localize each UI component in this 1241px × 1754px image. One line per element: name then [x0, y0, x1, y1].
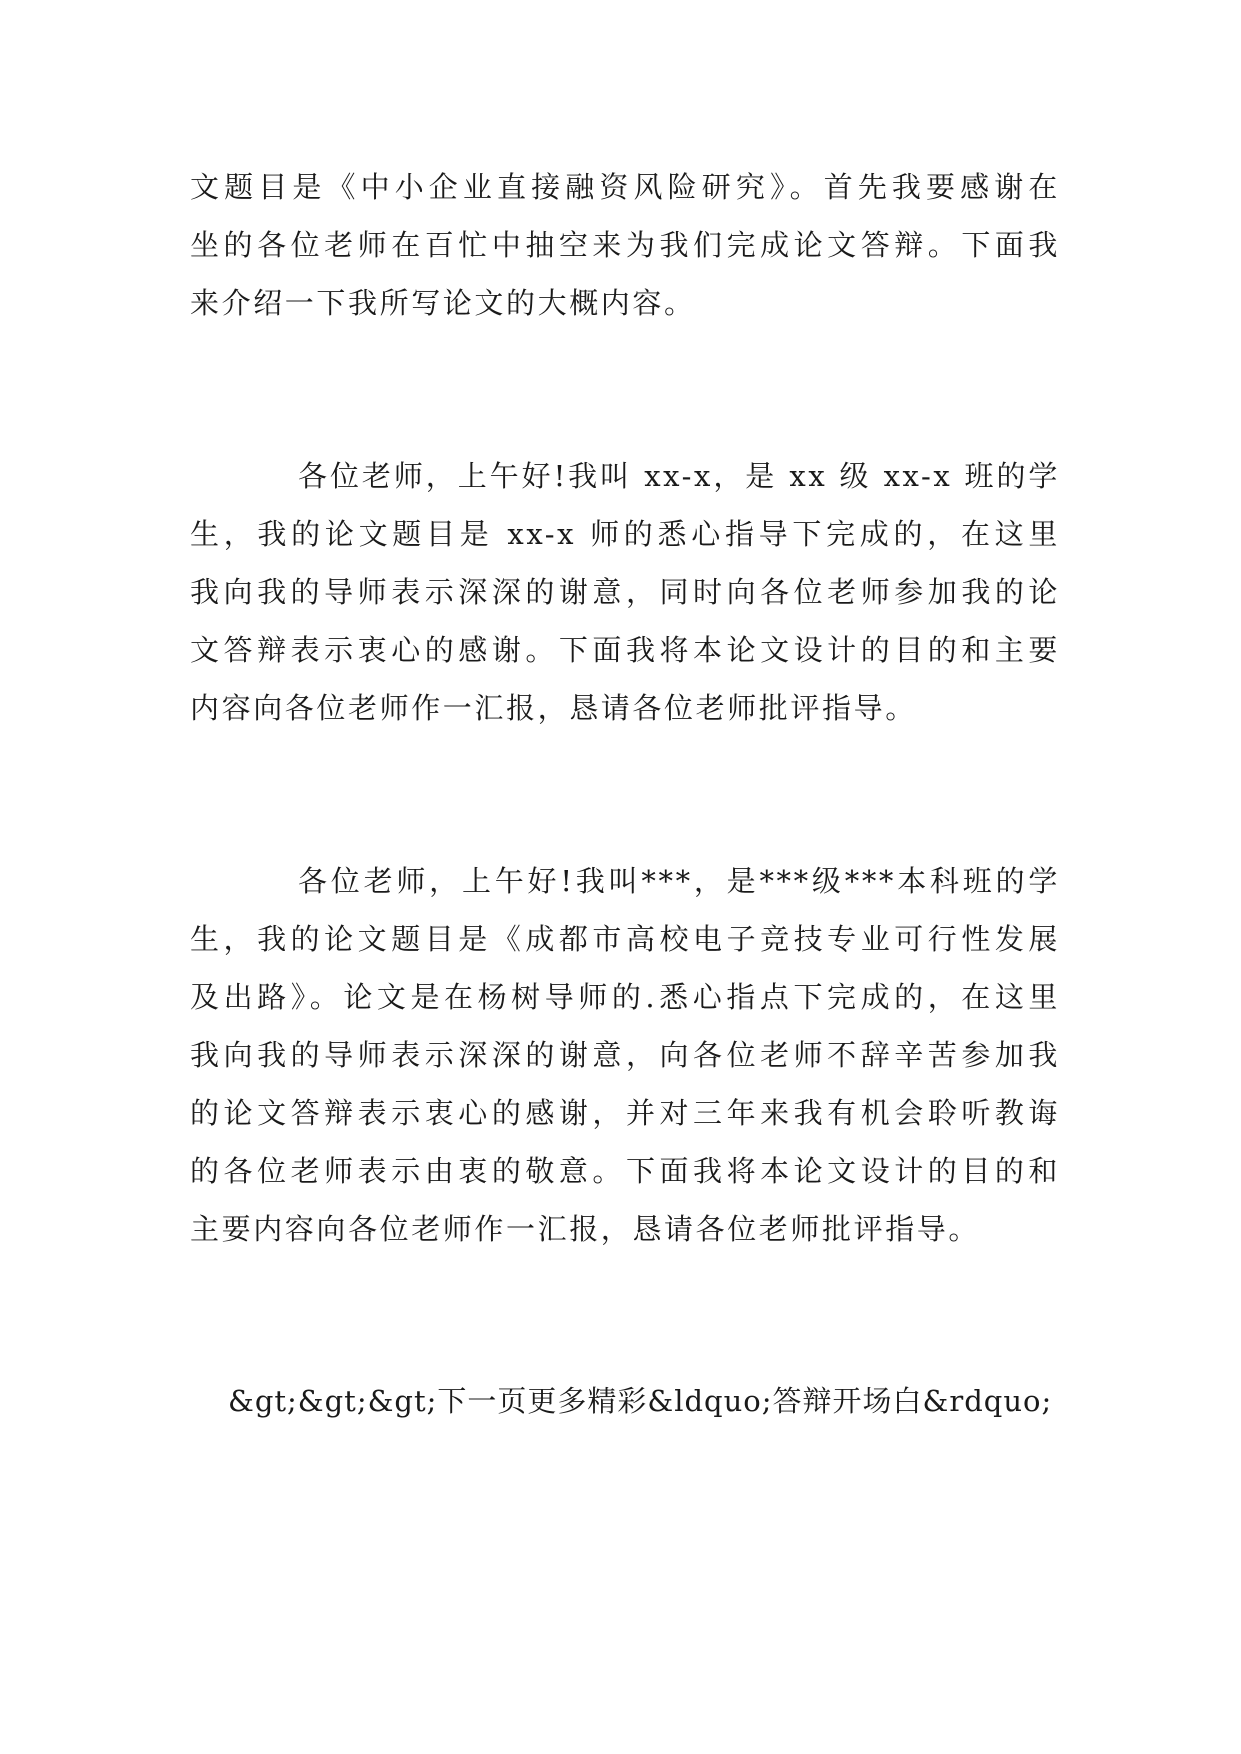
paragraph-3-line-2: 生，我的论文题目是《成都市高校电子竞技专业可行性发展 [190, 922, 1060, 956]
paragraph-2-line-3: 我向我的导师表示深深的谢意，同时向各位老师参加我的论 [190, 575, 1060, 609]
paragraph-3-line-3: 及出路》。论文是在杨树导师的.悉心指点下完成的，在这里 [190, 980, 1060, 1014]
paragraph-1 [190, 158, 1060, 332]
paragraph-3-line-4: 我向我的导师表示深深的谢意，向各位老师不辞辛苦参加我 [190, 1038, 1060, 1072]
paragraph-3-line-7: 主要内容向各位老师作一汇报，恳请各位老师批评指导。 [190, 1212, 981, 1246]
paragraph-3-line-6: 的各位老师表示由衷的敬意。下面我将本论文设计的目的和 [190, 1154, 1060, 1188]
paragraph-1-line-1: 文题目是《中小企业直接融资风险研究》。首先我要感谢在 [190, 170, 1060, 204]
paragraph-2-line-2: 生，我的论文题目是 xx-x 师的悉心指导下完成的，在这里 [190, 517, 1060, 551]
next-page-link[interactable]: &gt;&gt;&gt;下一页更多精彩&ldquo;答辩开场白&rdquo; [228, 1384, 1053, 1418]
paragraph-1-line-2: 坐的各位老师在百忙中抽空来为我们完成论文答辩。下面我 [190, 228, 1060, 262]
paragraph-3-line-1: 各位老师，上午好!我叫***，是***级***本科班的学 [298, 864, 1060, 898]
paragraph-2 [190, 447, 1060, 737]
paragraph-3-line-5: 的论文答辩表示衷心的感谢，并对三年来我有机会聆听教诲 [190, 1096, 1060, 1130]
paragraph-2-line-1: 各位老师，上午好!我叫 xx-x，是 xx 级 xx-x 班的学 [298, 459, 1060, 493]
paragraph-2-line-5: 内容向各位老师作一汇报，恳请各位老师批评指导。 [190, 691, 917, 725]
paragraph-2-line-4: 文答辩表示衷心的感谢。下面我将本论文设计的目的和主要 [190, 633, 1060, 667]
paragraph-3 [190, 852, 1060, 1258]
paragraph-1-line-3: 来介绍一下我所写论文的大概内容。 [190, 286, 696, 320]
